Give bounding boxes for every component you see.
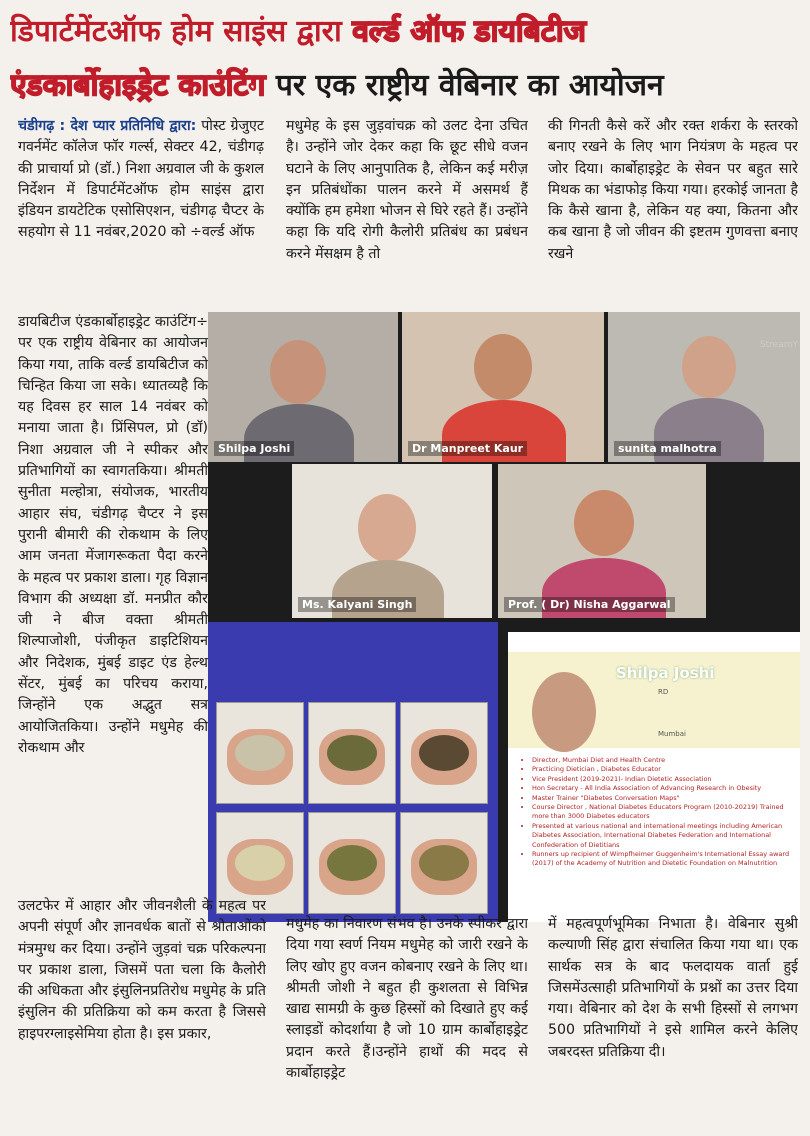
article-col1-narrow: डायबिटीज एंडकार्बोहाइड्रेट काउंटिंग÷ पर एक राष्ट्रीय वेबिनार का आयोजन किया गया, ताकि वर्ल्ड डायबिटीज को चिन्हित किया जा सके। ध्यातव्यहै कि यह दिवस हर साल 14 नवंबर को मनाया जाता है। प्रिंसिपल, प्रो (डॉ) निशा अग्रवाल जी ने स्पीकर और प्रतिभागियों का स्वागतकिया। श्रीमती सुनीता मल्होत्रा, संयोजक, भारतीय आहार संघ, चंडीगढ़ चैप्टर ने इस पुरानी बीमारी की रोकथाम के लिए आम जनता मेंजागरूकता पैदा करने के महत्व पर प्रकाश डाला। गृह विज्ञान विभाग की अध्यक्षा डॉ. मनप्रीत कौर जी ने बीज वक्ता श्रीमती शिल्पाजोशी, पंजीकृत डाइटिशियन और निदेशक, मुंबई डाइट एंड हेल्थ सेंटर, मुंबई का परिचय कराया, जिन्होंने एक अद्भुत सत्र आयोजितकिया। उन्होंने मधुमेह की रोकथाम और — [18, 314, 208, 756]
video-tile-4 — [292, 464, 492, 618]
headline-line2 — [10, 62, 800, 110]
avatar — [474, 334, 532, 400]
speaker-profile-slide — [508, 632, 800, 922]
headline-line1 — [10, 8, 800, 56]
portion-image — [308, 702, 396, 804]
speaker-photo — [532, 672, 596, 752]
article-col2-bottom: मधुमेह का निवारण संभव है। उनके स्पीकर द्वारा दिया गया स्वर्ण नियम मधुमेह को जारी रखने के लिए खोए हुए वजन कोबनाए रखने के लिए था। श्रीमती जोशी ने बहुत ही कुशलता से विभिन्न खाद्य सामग्री के कुछ हिस्सों को दिखाते हुए कई स्लाइडों कोदर्शाया है जो 10 ग्राम कार्बोहाइड्रेट प्रदान करते हैं।उन्होंने हाथों की मदद से कार्बोहाइड्रेट — [286, 916, 528, 1082]
video-tile-2 — [402, 312, 604, 462]
participant-name: Prof. ( Dr) Nisha Aggarwal — [504, 597, 675, 612]
article-col3-top: की गिनती कैसे करें और रक्त शर्करा के स्तरको बनाए रखने के लिए भाग नियंत्रण के महत्व पर जोर दिया। कार्बोहाइड्रेट के सेवन पर बहुत सारे मिथक का भंडाफोड़ किया गया। हरकोई जानता है कि कैसे खाना है, लेकिन यह क्या, कितना और कब खाना है जो जीवन की इष्टतम गुणवत्ता बनाए रखने — [548, 118, 798, 262]
headline-line2-outline: एंडकार्बोहाइड्रेट काउंटिंग — [10, 68, 266, 103]
video-tile-1 — [208, 312, 398, 462]
participant-name: sunita malhotra — [614, 441, 721, 456]
video-tile-5 — [498, 464, 706, 618]
portion-image — [400, 702, 488, 804]
food-portion-slide — [208, 622, 498, 922]
speaker-credentials-list — [522, 756, 800, 869]
list-item: • Presented at various national and international meetings including American Diabetes Association, International Diabetes Federation and International Confederation of Dietitians — [532, 822, 800, 850]
list-item: • Practicing Dietician , Diabetes Educator — [532, 765, 800, 774]
headline-line1-outline: वर्ल्ड ऑफ डायबिटीज — [352, 14, 586, 49]
article-col2-top: मधुमेह के इस जुड़वांचक्र को उलट देना उचित है। उन्होंने जोर देकर कहा कि छूट सीधे वजन घटाने के लिए आनुपातिक है, लेकिन कई मरीज़ इन प्रतिबंधोंका पालन करने में असमर्थ हैं क्योंकि हम हमेशा भोजन से घिरे रहते हैं। उन्होंने कहा कि यदि रोगी कैलोरी प्रतिबंध का प्रबंधन करने मेंसक्षम है तो — [286, 118, 528, 262]
participant-name: Ms. Kalyani Singh — [298, 597, 416, 612]
avatar — [270, 340, 326, 404]
slide-title: Shilpa Joshi — [616, 664, 715, 682]
list-item: • Director, Mumbai Diet and Health Centre — [532, 756, 800, 765]
portion-image — [308, 812, 396, 914]
participant-name: Shilpa Joshi — [214, 441, 294, 456]
article-text: पोस्ट ग्रेजुएट गवर्नमेंट कॉलेज फॉर गर्ल्स, सेक्टर 42, चंडीगढ़ की प्राचार्या प्रो (डॉ.) निशा अग्रवाल जी के कुशल निर्देशन में डिपार्टमेंटऑफ होम साइंस द्वारा इंडियन डायटेटिक एसोसिएशन, चंडीगढ़ चैप्टर के सहयोग से 11 नवंबर,2020 को ÷वर्ल्ड ऑफ — [18, 118, 264, 241]
list-item: • Hon Secretary - All India Association of Advancing Research in Obesity — [532, 784, 800, 793]
avatar — [682, 336, 736, 398]
list-item: • Course Director , National Diabetes Educators Program (2010-20219) Trained more than 3000 Diabetes educators — [532, 803, 800, 822]
portion-image — [216, 702, 304, 804]
list-item: • Master Trainer "Diabetes Conversation Maps" — [532, 794, 800, 803]
avatar — [358, 494, 416, 562]
slide-city: Mumbai — [658, 730, 686, 738]
headline-line2-main: पर एक राष्ट्रीय वेबिनार का आयोजन — [275, 68, 664, 103]
video-tile-3 — [608, 312, 800, 462]
slide-subtitle: RD — [658, 688, 669, 696]
list-item: • Vice President (2019-2021)- Indian Dietetic Association — [532, 775, 800, 784]
article-col1-bottom: उलटफेर में आहार और जीवनशैली के महत्व पर अपनी संपूर्ण और ज्ञानवर्धक बातों से श्रोताओंको मंत्रमुग्ध कर दिया। उन्होंने जुड़वां चक्र परिकल्पना पर प्रकाश डाला, जिसमें पता चला कि कैलोरी की अधिकता और इंसुलिनप्रतिरोध मधुमेह के प्रति इंसुलिन की प्रतिक्रिया को कम करता है जिससे हाइपरग्लाइसेमिया होता है। इस प्रकार, — [18, 898, 266, 1042]
article-col1-top — [18, 116, 264, 312]
participant-name: Dr Manpreet Kaur — [408, 441, 527, 456]
article-col3-bottom: में महत्वपूर्णभूमिका निभाता है। वेबिनार सुश्री कल्याणी सिंह द्वारा संचालित किया गया था। एक सार्थक सत्र के बाद फलदायक वार्ता हुई जिसमेंउत्साही प्रतिभागियों के प्रश्नों का उत्तर दिया गया। वेबिनार को देश के सभी हिस्सों से लगभग 500 प्रतिभागियों ने इसे शामिल करने केलिए जबरदस्त प्रतिक्रिया दी। — [548, 916, 798, 1060]
list-item: • Runners up recipient of Wimpfheimer Guggenheim's International Essay award (2017) of the Academy of Nutrition and Dietetic Foundation on Malnutrition — [532, 850, 800, 869]
avatar — [574, 490, 634, 556]
webinar-screenshot-photo — [208, 312, 800, 922]
portion-image — [400, 812, 488, 914]
dateline: चंडीगढ़ : देश प्यार प्रतिनिधि द्वारा: — [18, 118, 197, 134]
stream-label: StreamY — [759, 340, 798, 350]
headline-line1-main: डिपार्टमेंटऑफ होम साइंस द्वारा — [10, 14, 342, 49]
